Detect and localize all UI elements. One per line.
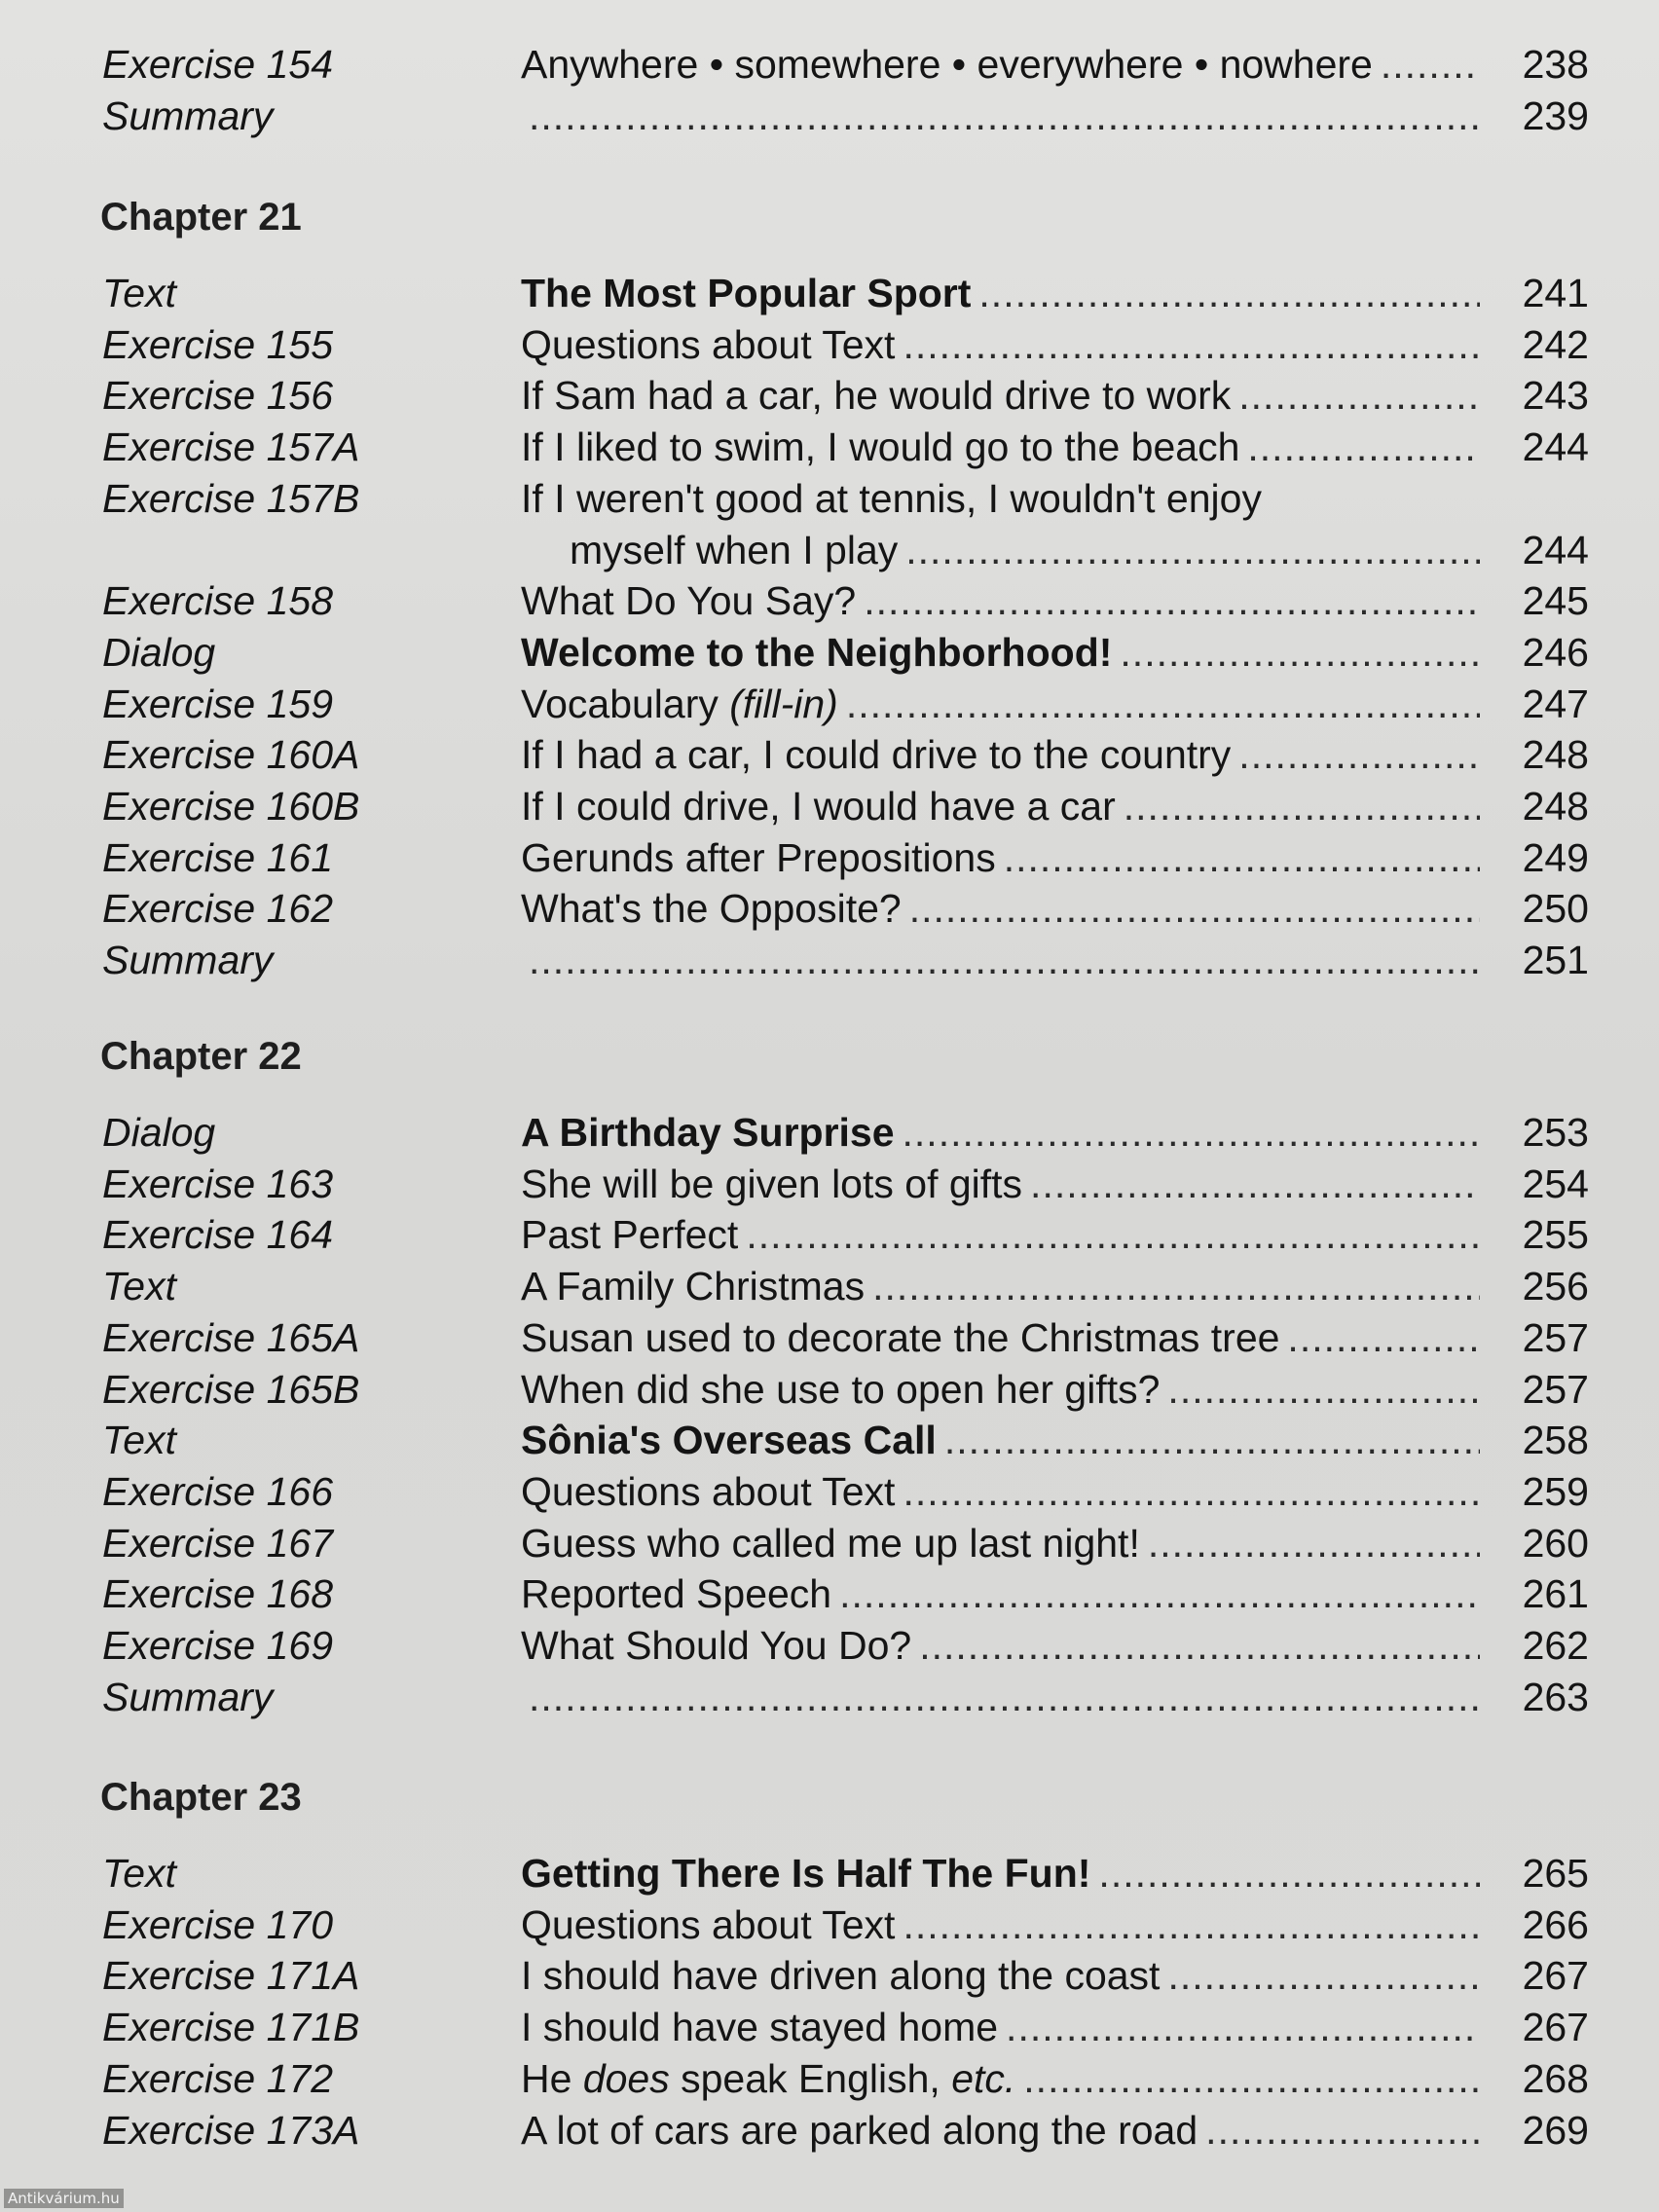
dot-leader [1124, 781, 1480, 831]
entry-page-number: 260 [1522, 1520, 1589, 1566]
toc-entry[interactable] [0, 370, 1659, 421]
entry-title-line [521, 1261, 1480, 1311]
dot-leader [1238, 729, 1480, 780]
entry-title: A lot of cars are parked along the road [521, 2107, 1198, 2153]
toc-entry[interactable] [0, 525, 1659, 575]
dot-leader [909, 883, 1480, 934]
entry-title: Susan used to decorate the Christmas tree [521, 1314, 1280, 1360]
chapter-heading: Chapter 23 [100, 1776, 302, 1819]
dot-leader [903, 1107, 1480, 1158]
entry-label: Text [102, 1851, 176, 1896]
entry-title: If I had a car, I could drive to the country [521, 732, 1232, 778]
entry-title: The Most Popular Sport [521, 271, 972, 315]
entry-title-line [521, 2105, 1480, 2156]
dot-leader [1030, 1159, 1480, 1209]
toc-entry[interactable] [0, 679, 1659, 729]
entry-page-number: 250 [1522, 886, 1589, 932]
entry-title-line [521, 1848, 1480, 1899]
dot-leader [1287, 1312, 1480, 1363]
entry-title: Guess who called me up last night! [521, 1520, 1140, 1566]
toc-entry[interactable] [0, 2002, 1659, 2052]
entry-title: myself when I play [570, 527, 899, 572]
entry-page-number: 257 [1522, 1366, 1589, 1412]
entry-label: Dialog [102, 1110, 216, 1155]
dot-leader [903, 319, 1480, 370]
entry-page-number: 268 [1522, 2055, 1589, 2101]
site-watermark: Antikvárium.hu [4, 2189, 124, 2208]
dot-leader [1167, 1950, 1480, 2001]
toc-entry[interactable] [0, 1466, 1659, 1517]
entry-title: He does speak English, etc. [521, 2055, 1016, 2101]
entry-label: Dialog [102, 629, 216, 675]
dot-leader [1205, 2105, 1480, 2156]
dot-leader [978, 268, 1480, 318]
chapter-heading: Chapter 22 [100, 1035, 302, 1078]
dot-leader [1023, 2053, 1480, 2104]
entry-page-number: 241 [1522, 271, 1589, 315]
entry-label: Exercise 164 [102, 1212, 334, 1258]
entry-label: Exercise 165A [102, 1314, 360, 1360]
entry-title-line [521, 1899, 1480, 1950]
entry-label: Exercise 163 [102, 1161, 334, 1206]
entry-page-number: 259 [1522, 1468, 1589, 1514]
entry-label: Exercise 166 [102, 1468, 334, 1514]
entry-label: Exercise 154 [102, 42, 334, 87]
entry-title-line [521, 679, 1480, 729]
entry-label: Exercise 156 [102, 373, 334, 419]
entry-title-line [521, 1312, 1480, 1363]
entry-label: Exercise 157A [102, 424, 360, 470]
entry-title: Gerunds after Prepositions [521, 834, 996, 880]
entry-label: Summary [102, 938, 274, 983]
dot-leader [1247, 422, 1480, 472]
toc-entry[interactable] [0, 1312, 1659, 1363]
entry-label: Exercise 161 [102, 834, 334, 880]
dot-leader [529, 935, 1480, 985]
toc-entry[interactable] [0, 268, 1659, 318]
entry-label: Exercise 165B [102, 1366, 360, 1412]
entry-title-line [521, 473, 1480, 524]
entry-page-number: 251 [1522, 938, 1589, 983]
entry-title-line [521, 2053, 1480, 2104]
entry-label: Exercise 171B [102, 2005, 360, 2050]
toc-entry[interactable] [0, 1364, 1659, 1415]
entry-label: Summary [102, 92, 274, 138]
toc-entry[interactable] [0, 935, 1659, 985]
dot-leader [872, 1261, 1480, 1311]
entry-page-number: 254 [1522, 1161, 1589, 1206]
entry-page-number: 249 [1522, 834, 1589, 880]
chapter-heading: Chapter 21 [100, 196, 302, 239]
entry-title-line [521, 1466, 1480, 1517]
entry-title-line [521, 1620, 1480, 1671]
dot-leader [529, 1672, 1480, 1722]
toc-entry[interactable] [0, 422, 1659, 472]
entry-title-line [521, 1672, 1480, 1722]
entry-label: Exercise 162 [102, 886, 334, 932]
entry-page-number: 244 [1522, 424, 1589, 470]
toc-entry[interactable] [0, 1848, 1659, 1899]
dot-leader [839, 1568, 1480, 1619]
entry-title: Getting There Is Half The Fun! [521, 1851, 1091, 1896]
entry-title-line [521, 1568, 1480, 1619]
entry-label: Exercise 157B [102, 475, 360, 521]
entry-title-line [521, 1159, 1480, 1209]
toc-entry[interactable] [0, 91, 1659, 141]
entry-title-line [521, 525, 1480, 575]
entry-page-number: 256 [1522, 1264, 1589, 1309]
entry-page-number: 248 [1522, 732, 1589, 778]
toc-entry[interactable] [0, 883, 1659, 934]
dot-leader [903, 1899, 1480, 1950]
toc-entry[interactable] [0, 1620, 1659, 1671]
entry-title-line [521, 729, 1480, 780]
entry-title: When did she use to open her gifts? [521, 1366, 1161, 1412]
dot-leader [1148, 1518, 1480, 1568]
entry-label: Exercise 160B [102, 784, 360, 829]
entry-title: A Family Christmas [521, 1264, 866, 1309]
entry-title-line [521, 91, 1480, 141]
entry-label: Exercise 160A [102, 732, 360, 778]
entry-title: I should have stayed home [521, 2005, 999, 2050]
entry-title: What Should You Do? [521, 1623, 912, 1668]
dot-leader [944, 1415, 1480, 1465]
entry-title-line [521, 935, 1480, 985]
entry-page-number: 243 [1522, 373, 1589, 419]
entry-title-line [521, 883, 1480, 934]
dot-leader [903, 1466, 1480, 1517]
entry-page-number: 239 [1522, 92, 1589, 138]
entry-title: Sônia's Overseas Call [521, 1418, 937, 1463]
entry-label: Exercise 159 [102, 681, 334, 726]
dot-leader [1098, 1848, 1480, 1899]
entry-page-number: 253 [1522, 1110, 1589, 1155]
entry-title: What's the Opposite? [521, 886, 902, 932]
toc-entry[interactable] [0, 729, 1659, 780]
entry-label: Exercise 171A [102, 1953, 360, 1999]
entry-page-number: 257 [1522, 1314, 1589, 1360]
entry-page-number: 262 [1522, 1623, 1589, 1668]
dot-leader [846, 679, 1480, 729]
toc-entry[interactable] [0, 627, 1659, 678]
entry-title-line [521, 2002, 1480, 2052]
toc-entry[interactable] [0, 1568, 1659, 1619]
entry-label: Text [102, 271, 176, 315]
entry-label: Exercise 172 [102, 2055, 334, 2101]
toc-entry[interactable] [0, 575, 1659, 626]
entry-page-number: 269 [1522, 2107, 1589, 2153]
dot-leader [746, 1209, 1480, 1260]
entry-title-line [521, 370, 1480, 421]
entry-title-line [521, 832, 1480, 883]
entry-page-number: 261 [1522, 1571, 1589, 1617]
entry-label: Exercise 167 [102, 1520, 334, 1566]
entry-title-line [521, 1518, 1480, 1568]
toc-entry[interactable] [0, 1107, 1659, 1158]
dot-leader [1120, 627, 1480, 678]
entry-title: If Sam had a car, he would drive to work [521, 373, 1232, 419]
entry-title: Anywhere • somewhere • everywhere • nowhere [521, 42, 1373, 87]
entry-title: If I could drive, I would have a car [521, 784, 1116, 829]
entry-title-line [521, 319, 1480, 370]
entry-title-line [521, 1209, 1480, 1260]
entry-title-line [521, 575, 1480, 626]
toc-entry[interactable] [0, 1672, 1659, 1722]
entry-label: Exercise 155 [102, 321, 334, 367]
entry-title-line [521, 39, 1480, 90]
entry-title-line [521, 627, 1480, 678]
entry-title: If I liked to swim, I would go to the beach [521, 424, 1240, 470]
toc-entry[interactable] [0, 2053, 1659, 2104]
entry-page-number: 245 [1522, 578, 1589, 624]
entry-label: Exercise 169 [102, 1623, 334, 1668]
entry-title: Questions about Text [521, 321, 896, 367]
toc-entry[interactable] [0, 2105, 1659, 2156]
toc-entry[interactable] [0, 473, 1659, 524]
dot-leader [864, 575, 1480, 626]
entry-title: Past Perfect [521, 1212, 739, 1258]
entry-title: Welcome to the Neighborhood! [521, 629, 1113, 675]
dot-leader [529, 91, 1480, 141]
toc-entry[interactable] [0, 1415, 1659, 1465]
entry-title: A Birthday Surprise [521, 1110, 895, 1155]
entry-page-number: 258 [1522, 1418, 1589, 1463]
entry-page-number: 266 [1522, 1901, 1589, 1947]
entry-title: Questions about Text [521, 1468, 896, 1514]
toc-entry[interactable] [0, 1159, 1659, 1209]
entry-page-number: 248 [1522, 784, 1589, 829]
toc-entry[interactable] [0, 832, 1659, 883]
entry-page-number: 247 [1522, 681, 1589, 726]
entry-title: She will be given lots of gifts [521, 1161, 1023, 1206]
entry-page-number: 242 [1522, 321, 1589, 367]
entry-title-line [521, 1364, 1480, 1415]
toc-entry[interactable] [0, 1899, 1659, 1950]
entry-page-number: 238 [1522, 42, 1589, 87]
entry-title-line [521, 268, 1480, 318]
entry-title-line [521, 422, 1480, 472]
entry-title: Reported Speech [521, 1571, 832, 1617]
entry-label: Exercise 170 [102, 1901, 334, 1947]
entry-page-number: 267 [1522, 2005, 1589, 2050]
entry-label: Exercise 168 [102, 1571, 334, 1617]
toc-entry[interactable] [0, 319, 1659, 370]
entry-page-number: 255 [1522, 1212, 1589, 1258]
entry-page-number: 267 [1522, 1953, 1589, 1999]
entry-label: Text [102, 1264, 176, 1309]
dot-leader [905, 525, 1480, 575]
entry-title: If I weren't good at tennis, I wouldn't enjoy [521, 475, 1262, 521]
entry-label: Exercise 173A [102, 2107, 360, 2153]
toc-entry[interactable] [0, 1518, 1659, 1568]
entry-title: Vocabulary (fill-in) [521, 681, 838, 726]
toc-entry[interactable] [0, 1261, 1659, 1311]
dot-leader [1238, 370, 1480, 421]
entry-title-line [521, 1950, 1480, 2001]
toc-entry[interactable] [0, 1950, 1659, 2001]
toc-entry[interactable] [0, 1209, 1659, 1260]
entry-title-line [521, 1415, 1480, 1465]
entry-label: Summary [102, 1674, 274, 1719]
toc-entry[interactable] [0, 39, 1659, 90]
entry-label: Exercise 158 [102, 578, 334, 624]
entry-title-line [521, 781, 1480, 831]
dot-leader [1167, 1364, 1480, 1415]
entry-page-number: 265 [1522, 1851, 1589, 1896]
dot-leader [1381, 39, 1480, 90]
entry-page-number: 244 [1522, 527, 1589, 572]
entry-page-number: 263 [1522, 1674, 1589, 1719]
dot-leader [919, 1620, 1480, 1671]
toc-entry[interactable] [0, 781, 1659, 831]
dot-leader [1004, 832, 1480, 883]
entry-title: What Do You Say? [521, 578, 857, 624]
entry-title: I should have driven along the coast [521, 1953, 1161, 1999]
entry-page-number: 246 [1522, 629, 1589, 675]
entry-label: Text [102, 1418, 176, 1463]
dot-leader [1006, 2002, 1480, 2052]
entry-title: Questions about Text [521, 1901, 896, 1947]
entry-title-line [521, 1107, 1480, 1158]
